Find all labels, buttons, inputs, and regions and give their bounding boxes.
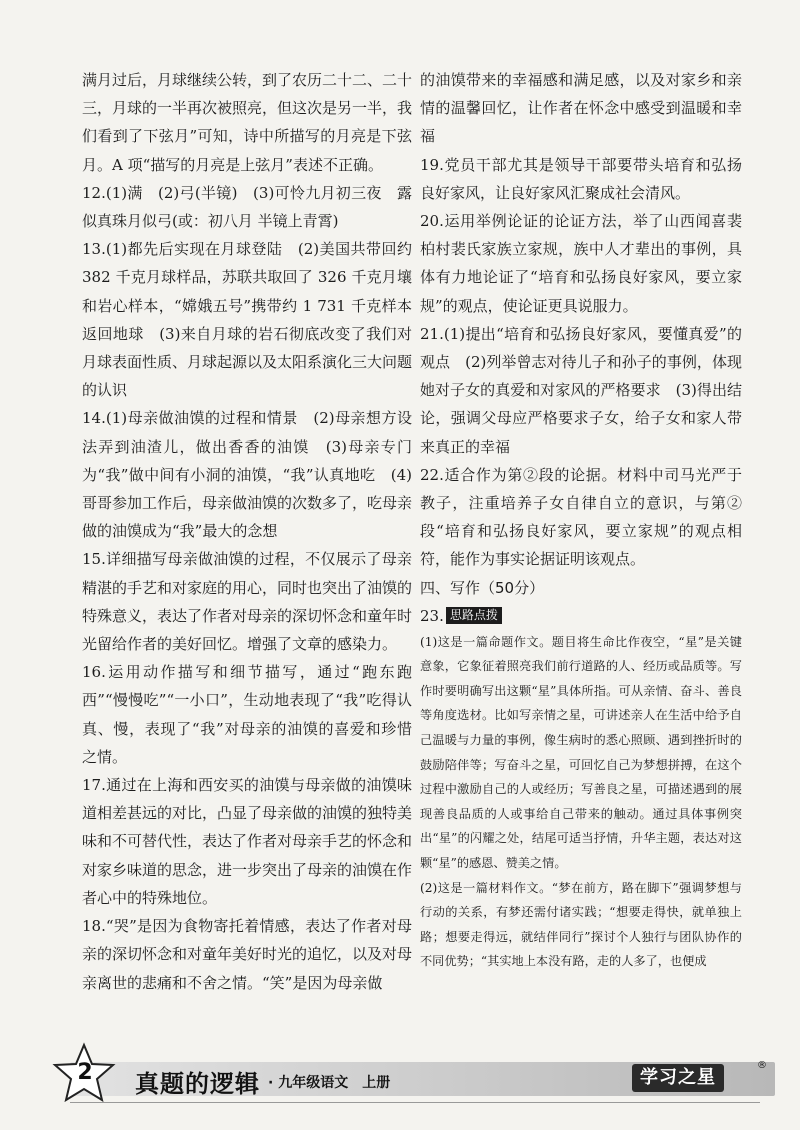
answer-13: 13.(1)都先后实现在月球登陆 (2)美国共带回约382 千克月球样品，苏联共取回了 326 千克月壤和岩心样本，“嫦娥五号”携带约 1 731 千克样本返回地球 (3)来自月球的岩石彻底改变了我们对月球表面性质、月球起源以及太阳系演化三大问题的认识 bbox=[82, 240, 413, 400]
left-column bbox=[82, 66, 412, 997]
book-title: 真题的逻辑 bbox=[135, 1070, 260, 1098]
answer-12: 12.(1)满 (2)弓(半镜) (3)可怜九月初三夜 露似真珠月似弓(或：初八月 半镜上青霄) bbox=[82, 183, 412, 231]
answer-21: 21.(1)提出“培育和弘扬良好家风，要懂真爱”的观点 (2)列举曾志对待儿子和孙子的事例，体现她对子女的真爱和对家风的严格要求 (3)得出结论，强调父母应严格要求子女，给子女和家人带来真正的幸福 bbox=[420, 324, 742, 456]
answer-18: 18.“哭”是因为食物寄托着情感，表达了作者对母亲的深切怀念和对童年美好时光的追忆，以及对母亲离世的悲痛和不舍之情。“笑”是因为母亲做 bbox=[82, 917, 413, 992]
footer-divider bbox=[70, 1102, 760, 1103]
answer-11-continued: 满月过后，月球继续公转，到了农历二十二、二十三，月球的一半再次被照亮，但这次是另一半，我们看到了下弦月”可知，诗中所描写的月亮是下弦月。A 项“描写的月亮是上弦月”表述不正确。 bbox=[82, 71, 413, 174]
brand-logo: 学习之星 bbox=[632, 1064, 724, 1092]
answer-15: 15.详细描写母亲做油馍的过程，不仅展示了母亲精湛的手艺和对家庭的用心，同时也突出了油馍的特殊意义，表达了作者对母亲的深切怀念和童年时光留给作者的美好回忆。增强了文章的感染力。 bbox=[82, 550, 413, 654]
page-number: 2 bbox=[77, 1060, 93, 1085]
right-column bbox=[420, 66, 742, 974]
answer-22: 22.适合作为第②段的论据。材料中司马光严于教子，注重培养子女自律自立的意识，与第②段“培育和弘扬良好家风，要立家规”的观点相符，能作为事实论据证明该观点。 bbox=[420, 465, 742, 569]
answer-23-header bbox=[420, 602, 742, 630]
answer-23-number: 23. bbox=[420, 606, 444, 625]
answer-20: 20.运用举例论证的论证方法，举了山西闻喜裴柏村裴氏家族立家规，族中人才辈出的事例，具体有力地论证了“培育和弘扬良好家风，要立家规”的观点，使论证更具说服力。 bbox=[420, 212, 742, 315]
answer-19: 19.党员干部尤其是领导干部要带头培育和弘扬良好家风，让良好家风汇聚成社会清风。 bbox=[420, 155, 742, 202]
answer-14: 14.(1)母亲做油馍的过程和情景 (2)母亲想方设法弄到油渣儿，做出香香的油馍 (3)母亲专门为“我”做中间有小洞的油馍，“我”认真地吃 (4)哥哥参加工作后，母亲做油馍的次数多了，吃母亲做的油馍成为“我”最大的念想 bbox=[82, 409, 413, 541]
answer-18-continued: 的油馍带来的幸福感和满足感，以及对家乡和亲情的温馨回忆，让作者在怀念中感受到温暖和幸福 bbox=[420, 71, 742, 146]
hint-tag: 思路点拨 bbox=[446, 607, 502, 624]
answer-23-part1: (1)这是一篇命题作文。题目将生命比作夜空，“星”是关键意象，它象征着照亮我们前行道路的人、经历或品质等。写作时要明确写出这颗“星”具体所指。可从亲情、奋斗、善良等角度选材。比如写亲情之星，可讲述亲人在生活中给予自己温暖与力量的事例，像生病时的悉心照顾、遇到挫折时的鼓励陪伴等；写奋斗之星，可回忆自己为梦想拼搏，在这个过程中激励自己的人或经历；写善良之星，可描述遇到的展现善良品质的人或事给自己带来的触动。通过具体事例突出“星”的闪耀之处，结尾可适当抒情，升华主题，表达对这颗“星”的感恩、赞美之情。 bbox=[420, 634, 742, 870]
answer-16: 16.运用动作描写和细节描写，通过“跑东跑西”“慢慢吃”“一小口”，生动地表现了“我”吃得认真、慢，表现了“我”对母亲的油馍的喜爱和珍惜之情。 bbox=[82, 663, 412, 766]
section-writing-title: 四、写作（50分） bbox=[420, 578, 545, 597]
page-footer bbox=[30, 1040, 770, 1112]
answer-17: 17.通过在上海和西安买的油馍与母亲做的油馍味道相差甚远的对比，凸显了母亲做的油馍的独特美味和不可替代性，表达了作者对母亲手艺的怀念和对家乡味道的思念，进一步突出了母亲的油馍在作者心中的特殊地位。 bbox=[82, 776, 413, 907]
answer-23-part2: (2)这是一篇材料作文。“梦在前方，路在脚下”强调梦想与行动的关系，有梦还需付诸实践；“想要走得快，就单独上路；想要走得远，就结伴同行”探讨个人独行与团队协作的不同优势；“其实地上本没有路，走的人多了，也便成 bbox=[420, 880, 742, 969]
book-subtitle: · 九年级语文 上册 bbox=[268, 1075, 391, 1091]
registered-mark: ® bbox=[757, 1060, 767, 1071]
